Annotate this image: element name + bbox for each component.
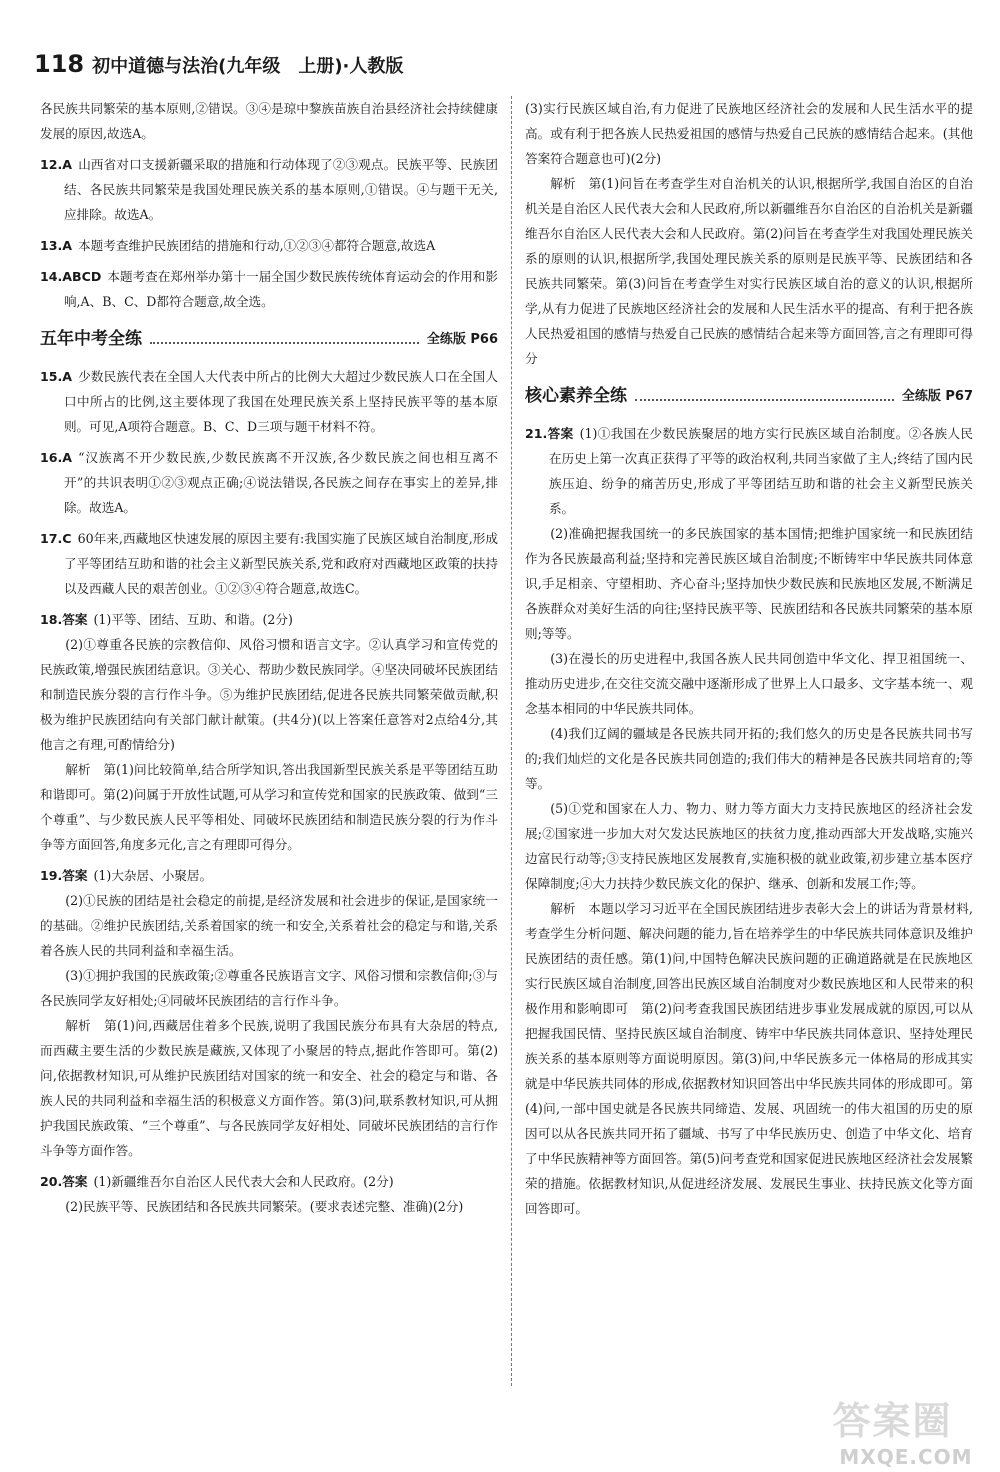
answer-paragraph: (3)在漫长的历史进程中,我国各族人民共同创造中华文化、捍卫祖国统一、推动历史进步,在交往交流交融中逐渐形成了世界上人口最多、文字基本统一、观念基本相同的中华民族共同体。: [525, 651, 973, 716]
answer-paragraph: (3)实行民族区域自治,有力促进了民族地区经济社会的发展和人民生活水平的提高。或有利于把各族人民热爱祖国的感情与热爱自己民族的感情结合起来。(其他答案符合题意也可)(2分): [525, 101, 973, 166]
watermark-logo: 答案圈: [832, 1398, 953, 1443]
answer-text: 本题考查维护民族团结的措施和行动,①②③④都符合题意,故选A: [78, 238, 436, 253]
answer-text: (1)新疆维吾尔自治区人民代表大会和人民政府。(2分): [93, 1174, 394, 1189]
section-title: 五年中考全练: [40, 328, 142, 349]
section-title: 核心素养全练: [525, 385, 627, 406]
section-leader-dots: [635, 399, 894, 401]
section-heading: [40, 324, 498, 354]
answer-item: [40, 364, 498, 439]
answer-line: [40, 445, 498, 520]
question-number: 19.答案: [40, 868, 88, 883]
question-number: 17.C: [40, 531, 72, 546]
answer-line: [525, 421, 973, 521]
answer-text: (1)①我国在少数民族聚居的地方实行民族区域自治制度。②各族人民在历史上第一次真正获得了平等的政治权利,共同当家做了主人;终结了国内民族压迫、纷争的痛苦历史,形成了平等团结互助和谐的社会主义新型民族关系。: [548, 426, 974, 516]
answer-line: [40, 526, 498, 601]
section-page-ref: 全练版 P66: [426, 331, 498, 347]
answer-line: [40, 1169, 498, 1194]
answer-item: [525, 421, 973, 1221]
answer-text: (1)平等、团结、互助、和谐。(2分): [93, 612, 293, 627]
answer-line: [40, 264, 498, 314]
page-number: 118: [34, 50, 85, 78]
answer-paragraph: (2)准确把握我国统一的多民族国家的基本国情;把维护国家统一和民族团结作为各民族最高利益;坚持和完善民族区域自治制度;不断铸牢中华民族共同体意识,手足相亲、守望相助、齐心奋斗;坚持加快少数民族和民族地区发展,不断满足各族群众对美好生活的向往;坚持民族平等、民族团结和各民族共同繁荣的基本原则;等等。: [525, 526, 973, 641]
answer-item: [40, 863, 498, 1163]
question-number: 12.A: [40, 157, 73, 172]
left-column: [40, 96, 498, 1225]
section-leader-dots: [150, 342, 419, 344]
question-number: 21.答案: [525, 426, 574, 441]
answer-paragraph: (3)①拥护我国的民族政策;②尊重各民族语言文字、风俗习惯和宗教信仰;③与各民族同学友好相处;④同破坏民族团结的言行作斗争。: [40, 968, 498, 1008]
question-number: 20.答案: [40, 1174, 88, 1189]
answer-paragraph: 解析 本题以学习习近平在全国民族团结进步表彰大会上的讲话为背景材料,考查学生分析问题、解决问题的能力,旨在培养学生的中华民族共同体意识及维护民族团结的责任感。第(1)问,中国特色解决民族问题的正确道路就是在民族地区实行民族区域自治制度,回答出民族区域自治制度对少数民族地区和人民带来的积极作用和影响即可 第(2)问考查我国民族团结进步事业发展成就的原因,可以从把握我国民情、坚持民族区域自治制度、铸牢中华民族共同体意识、坚持处理民族关系的基本原则等方面说明原因。第(3)问,中华民族多元一体格局的形成其实就是中华民族共同体的形成,依据教材知识回答出中华民族共同体的形成即可。第(4)问,一部中国史就是各民族共同缔造、发展、巩固统一的伟大祖国的历史的原因可以从各民族共同开拓了疆域、书写了中华民族历史、创造了中华文化、培育了中华民族精神等方面回答。第(5)问考查党和国家促进民族地区经济社会发展繁荣的措施。依据教材知识,从促进经济发展、发展民生事业、扶持民族文化等方面回答即可。: [525, 901, 973, 1216]
section-heading: [525, 381, 973, 411]
answer-item: [40, 607, 498, 857]
answer-item: [40, 445, 498, 520]
answer-text: 60年来,西藏地区快速发展的原因主要有:我国实施了民族区域自治制度,形成了平等团结互助和谐的社会主义新型民族关系,党和政府对西藏地区政策的扶持以及西藏人民的艰苦创业。①②③④符合题意,故选C。: [63, 531, 498, 596]
question-number: 16.A: [40, 450, 73, 465]
answer-paragraph: 解析 第(1)问,西藏居住着多个民族,说明了我国民族分布具有大杂居的特点,而西藏主要生活的少数民族是藏族,又体现了小聚居的特点,据此作答即可。第(2)问,依据教材知识,可从维护民族团结对国家的统一和安全、社会的稳定与和谐、各族人民的共同利益和幸福生活的积极意义方面作答。第(3)问,联系教材知识,可从拥护我国民族政策、“三个尊重”、与各民族同学友好相处、同破坏民族团结的言行作斗争等方面作答。: [40, 1018, 498, 1158]
answer-line: [40, 607, 498, 632]
right-column: [525, 96, 973, 1227]
question-number: 15.A: [40, 369, 73, 384]
answer-paragraph: (2)民族平等、民族团结和各民族共同繁荣。(要求表述完整、准确)(2分): [65, 1199, 464, 1214]
answer-item: [40, 96, 498, 146]
answer-line: [40, 233, 498, 258]
answer-item: [40, 264, 498, 314]
answer-text: 少数民族代表在全国人大代表中所占的比例大大超过少数民族人口在全国人口中所占的比例,这主要体现了我国在处理民族关系上坚持民族平等的基本原则。可见,A项符合题意。B、C、D三项与题干材料不符。: [63, 369, 498, 434]
answer-text: (1)大杂居、小聚居。: [93, 868, 213, 883]
question-number: 13.A: [40, 238, 73, 253]
question-number: 18.答案: [40, 612, 88, 627]
question-number: 14.ABCD: [40, 269, 102, 284]
answer-text: 山西省对口支援新疆采取的措施和行动体现了②③观点。民族平等、民族团结、各民族共同繁荣是我国处理民族关系的基本原则,①错误。④与题干无关,应排除。故选A。: [63, 157, 498, 222]
watermark-url: MXQE.COM: [839, 1445, 973, 1469]
answer-text: 本题考查在郑州举办第十一届全国少数民族传统体育运动会的作用和影响,A、B、C、D都符合题意,故全选。: [63, 269, 498, 309]
answer-item: [40, 233, 498, 258]
answer-paragraph: (2)①民族的团结是社会稳定的前提,是经济发展和社会进步的保证,是国家统一的基础。②维护民族团结,关系着国家的统一和安全,关系着社会的稳定与和谐,关系着各族人民的共同利益和幸福生活。: [40, 893, 498, 958]
answer-line: [40, 863, 498, 888]
answer-paragraph: (2)①尊重各民族的宗教信仰、风俗习惯和语言文字。②认真学习和宣传党的民族政策,增强民族团结意识。③关心、帮助少数民族同学。④坚决同破坏民族团结和制造民族分裂的言行作斗争。⑤为维护民族团结,促进各民族共同繁荣做贡献,积极为维护民族团结向有关部门献计献策。(共4分)(以上答案任意答对2点给4分,其他言之有理,可酌情给分): [40, 637, 498, 752]
answer-paragraph: 解析 第(1)问旨在考查学生对自治机关的认识,根据所学,我国自治区的自治机关是自治区人民代表大会和人民政府,所以新疆维吾尔自治区的自治机关是新疆维吾尔自治区人民代表大会和人民政府。第(2)问旨在考查学生对我国处理民族关系的原则的认识,根据所学,我国处理民族关系的原则是民族平等、民族团结和各民族共同繁荣。第(3)问旨在考查学生对实行民族区域自治的意义的认识,根据所学,从有力促进了民族地区经济社会的发展和人民生活水平的提高、有利于把各族人民热爱祖国的感情与热爱自己民族的感情结合起来等方面回答,言之有理即可得分: [525, 176, 973, 366]
answer-item: [40, 152, 498, 227]
answer-line: [40, 152, 498, 227]
answer-item: [525, 96, 973, 371]
answer-text: “汉族离不开少数民族,少数民族离不开汉族,各少数民族之间也相互离不开”的共识表明①②③观点正确;④说法错误,各民族之间存在事实上的差异,排除。故选A。: [63, 450, 498, 515]
answer-paragraph: (5)①党和国家在人力、物力、财力等方面大力支持民族地区的经济社会发展;②国家进一步加大对欠发达民族地区的扶贫力度,推动西部大开发战略,实施兴边富民行动等;③支持民族地区发展教育,实施积极的就业政策,初步建立基本医疗保障制度;④大力扶持少数民族文化的保护、继承、创新和发展工作;等。: [525, 801, 973, 891]
answer-item: [40, 526, 498, 601]
answer-paragraph: (4)我们辽阔的疆域是各民族共同开拓的;我们悠久的历史是各民族共同书写的;我们灿烂的文化是各民族共同创造的;我们伟大的精神是各民族共同培育的;等等。: [525, 726, 973, 791]
answer-item: [40, 1169, 498, 1219]
answer-paragraph: 解析 第(1)问比较简单,结合所学知识,答出我国新型民族关系是平等团结互助和谐即可。第(2)问属于开放性试题,可从学习和宣传党和国家的民族政策、做到“三个尊重”、与少数民族人民平等相处、同破坏民族团结和制造民族分裂的行为作斗争等方面回答,角度多元化,言之有理即可得分。: [40, 762, 498, 852]
answer-line: [40, 364, 498, 439]
book-title: 初中道德与法治(九年级 上册)·人教版: [92, 56, 404, 77]
section-page-ref: 全练版 P67: [901, 388, 973, 404]
answer-paragraph: 各民族共同繁荣的基本原则,②错误。③④是琼中黎族苗族自治县经济社会持续健康发展的原因,故选A。: [40, 101, 498, 141]
column-divider: [511, 96, 512, 1386]
page-header: [34, 50, 974, 84]
